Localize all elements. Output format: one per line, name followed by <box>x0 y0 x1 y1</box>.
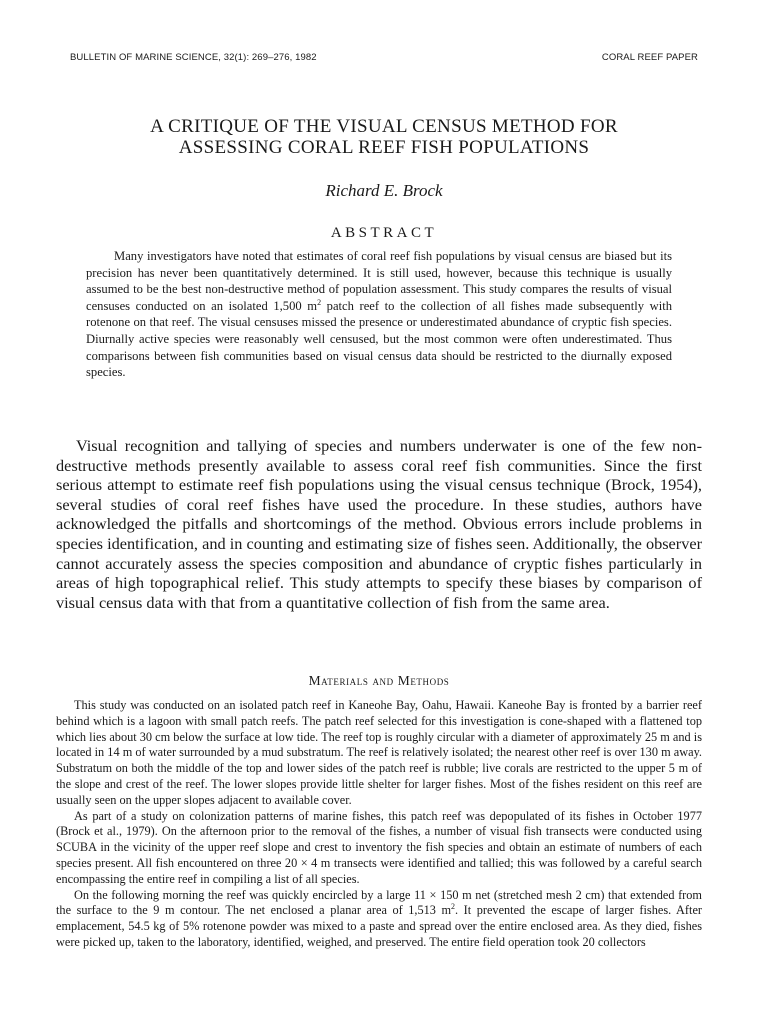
methods-paragraph-2: As part of a study on colonization patterns of marine fishes, this patch reef was depopulated of its fishes in October 1977 (Brock et al., 1979). On the afternoon prior to the removal of the fishes, a number of visual fish transects were conducted using SCUBA in the vicinity of the upper reef slope and crest to inventory the fish species and obtain an estimate of numbers of each species present. All fish encountered on three 20 × 4 m transects were identified and tallied; this was followed by a careful search encompassing the entire reef in compiling a list of all species. <box>56 808 702 886</box>
paper-type-label: CORAL REEF PAPER <box>601 52 698 63</box>
running-head <box>70 52 698 66</box>
author-name: Richard E. Brock <box>325 181 443 200</box>
abstract-text-part-1: Many investigators have noted that estimates of coral reef fish populations by visual census are biased but its precision has never been quantitatively determined. It is still used, however, because this technique is usually assumed to be the best non-destructive method of population assessment. This study compares the results of visual censuses conducted on an isolated 1,500 m <box>86 249 672 313</box>
methods-paragraph-1: This study was conducted on an isolated patch reef in Kaneohe Bay, Oahu, Hawaii. Kaneohe Bay is fronted by a barrier reef behind which is a lagoon with small patch reefs. The patch reef selected for this investigation is cone-shaped with a flattened top which lies about 30 cm below the surface at low tide. The reef top is roughly circular with a diameter of approximately 25 m and is located in 14 m of water surrounded by a mud substratum. The reef is relatively isolated; the nearest other reef is over 130 m away. Substratum on both the middle of the top and lower sides of the patch reef is rubble; live corals are restricted to the upper 5 m of the slope and crest of the reef. The lower slopes provide little shelter for larger fishes. Most of the fishes resident on this reef are usually seen on the upper slopes adjacent to available cover. <box>56 698 702 807</box>
methods-paragraph-3 <box>56 888 702 951</box>
abstract-superscript: 2 <box>317 297 322 307</box>
methods-paragraph-3-part-2: . It prevented the escape of larger fishes. After emplacement, 54.5 kg of 5% rotenone powder was mixed to a paste and spread over the entire enclosed area. As they died, fishes were picked up, taken to the laboratory, identified, weighed, and preserved. The entire field operation took 20 collectors <box>56 903 702 949</box>
introduction-paragraph: Visual recognition and tallying of species and numbers underwater is one of the few non-destructive methods presently available to assess coral reef fish communities. Since the first serious attempt to estimate reef fish populations using the visual census technique (Brock, 1954), several studies of coral reef fishes have used the procedure. In these studies, authors have acknowledged the pitfalls and shortcomings of the method. Obvious errors include problems in species identification, and in counting and estimating size of fishes seen. Additionally, the observer cannot accurately assess the species composition and abundance of cryptic fishes particularly in areas of high topographical relief. This study attempts to specify these biases by comparison of visual census data with that from a quantitative collection of fish from the same area. <box>56 436 702 612</box>
abstract-text <box>86 248 672 381</box>
methods-superscript: 2 <box>451 902 456 912</box>
methods-paragraph-3-part-1: On the following morning the reef was quickly encircled by a large 11 × 150 m net (stretched mesh 2 cm) that extended from the surface to the 9 m contour. The net enclosed a planar area of 1,513 m <box>56 887 702 918</box>
title-line-1: A CRITIQUE OF THE VISUAL CENSUS METHOD FOR <box>150 116 618 137</box>
journal-citation: BULLETIN OF MARINE SCIENCE, 32(1): 269–276, 1982 <box>70 52 317 63</box>
abstract-heading: ABSTRACT <box>330 225 438 241</box>
paper-title <box>70 116 698 158</box>
methods-heading: Materials and Methods <box>308 673 450 688</box>
title-line-2: ASSESSING CORAL REEF FISH POPULATIONS <box>178 137 590 158</box>
methods-section <box>56 698 702 951</box>
abstract-text-part-2: patch reef to the collection of all fishes made subsequently with rotenone on that reef. The visual censuses missed the presence or underestimated abundance of cryptic fish species. Diurnally active species were reasonably well censused, but the most common were often underestimated. Thus comparisons between fish communities based on visual census data should be restricted to the diurnally exposed species. <box>86 298 672 380</box>
